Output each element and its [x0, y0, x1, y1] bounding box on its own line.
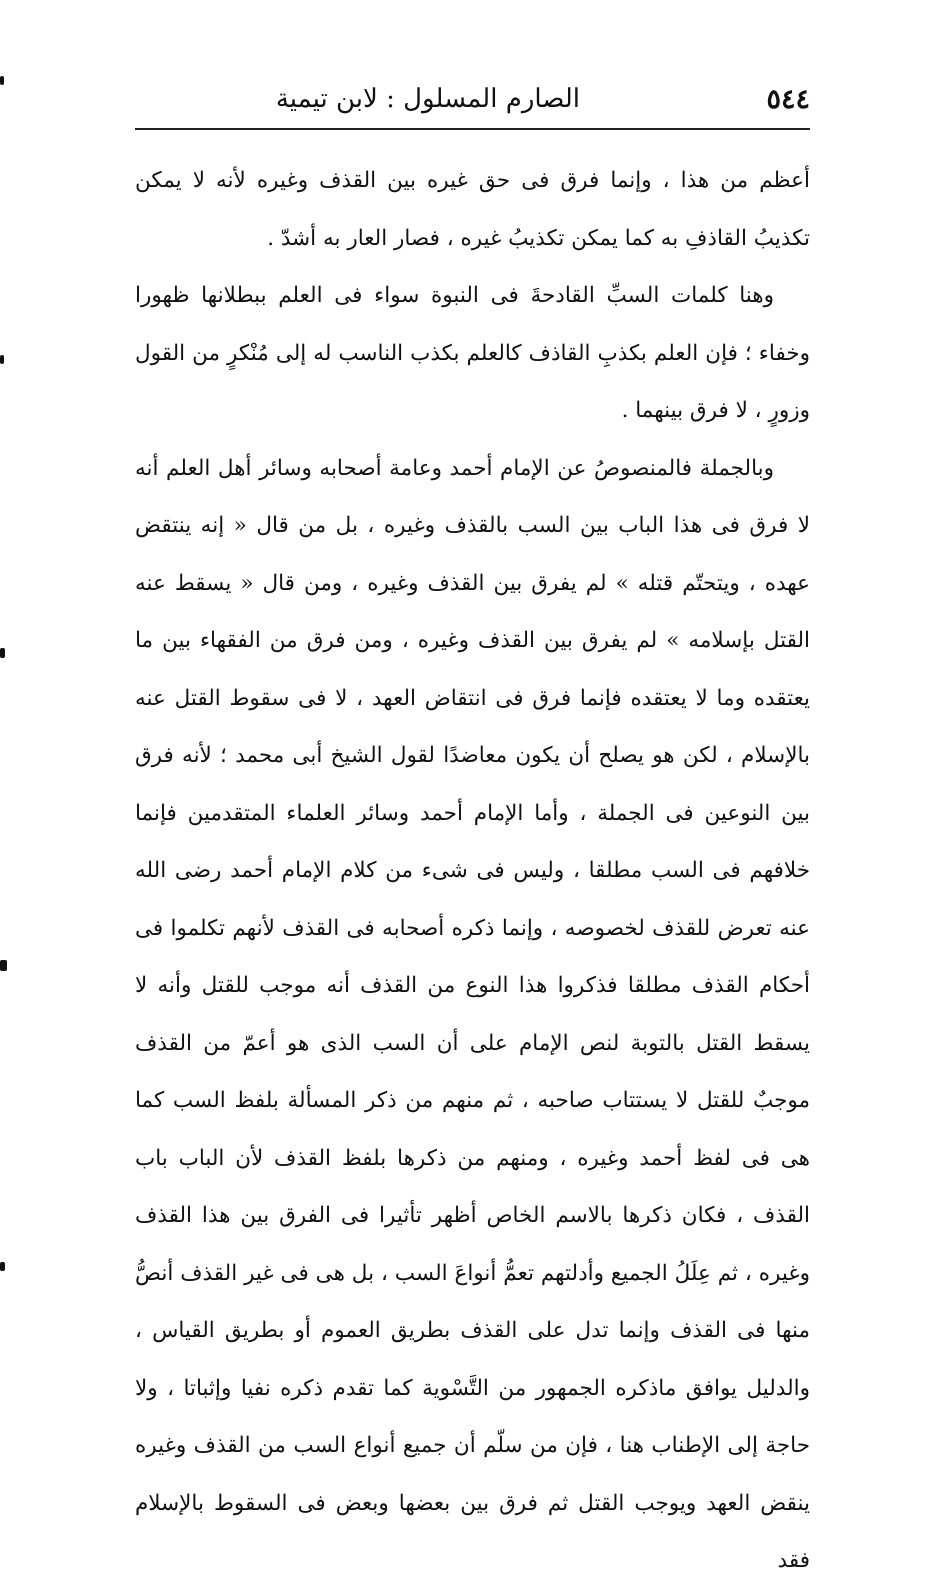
- page-header: [135, 84, 810, 124]
- paragraph: أعظم من هذا ، وإنما فرق فى حق غيره بين القذف وغيره لأنه لا يمكن تكذيبُ القاذفِ به كما يمكن تكذيبُ غيره ، فصار العار به أشدّ .: [135, 168, 810, 251]
- scan-margin-mark: [0, 1262, 5, 1271]
- header-divider: [135, 128, 810, 130]
- running-title: الصارم المسلول : لابن تيمية: [275, 84, 580, 114]
- page-number: ٥٤٤: [766, 84, 810, 115]
- scan-margin-mark: [0, 355, 4, 364]
- scan-margin-mark: [0, 76, 4, 85]
- paragraph: وهنا كلمات السبِّ القادحةَ فى النبوة سواء فى العلم ببطلانها ظهورا وخفاء ؛ فإن العلم بكذبِ القاذف كالعلم بكذب الناسب له إلى مُنْكرٍ من القول وزورٍ ، لا فرق بينهما .: [135, 283, 810, 423]
- scan-margin-mark: [0, 648, 5, 658]
- scan-margin-mark: [0, 960, 7, 971]
- paragraph: وبالجملة فالمنصوصُ عن الإمام أحمد وعامة أصحابه وسائر أهل العلم أنه لا فرق فى هذا الباب بين السب بالقذف وغيره ، بل من قال « إنه ينتقض عهده ، ويتحتّم قتله » لم يفرق بين القذف وغيره ، ومن قال « يسقط عنه القتل بإسلامه » لم يفرق بين القذف وغيره ، ومن فرق من الفقهاء بين ما يعتقده وما لا يعتقده فإنما فرق فى انتقاض العهد ، لا فى سقوط القتل عنه بالإسلام ، لكن هو يصلح أن يكون معاضدًا لقول الشيخ أبى محمد ؛ لأنه فرق بين النوعين فى الجملة ، وأما الإمام أحمد وسائر العلماء المتقدمين فإنما خلافهم فى السب مطلقا ، وليس فى شىء من كلام الإمام أحمد رضى الله عنه تعرض للقذف لخصوصه ، وإنما ذكره أصحابه فى القذف لأنهم تكلموا فى أحكام القذف مطلقا فذكروا هذا النوع من القذف أنه موجب للقتل وأنه لا يسقط القتل بالتوبة لنص الإمام على أن السب الذى هو أعمّ من القذف موجبٌ للقتل لا يستتاب صاحبه ، ثم منهم من ذكر المسألة بلفظ السب كما هى فى لفظ أحمد وغيره ، ومنهم من ذكرها بلفظ القذف لأن الباب باب القذف ، فكان ذكرها بالاسم الخاص أظهر تأثيرا فى الفرق بين هذا القذف وغيره ، ثم عِلَلُ الجميع وأدلتهم تعمُّ أنواعَ السب ، بل هى فى غير القذف أنصُّ منها فى القذف وإنما تدل على القذف بطريق العموم أو بطريق القياس ، والدليل يوافق ماذكره الجمهور من التَّسْوية كما تقدم ذكره نفيا وإثباتا ، ولا حاجة إلى الإطناب هنا ، فإن من سلّم أن جميع أنواع السب من القذف وغيره ينقض العهد ويوجب القتل ثم فرق بين بعضها وبعض فى السقوط بالإسلام فقد: [135, 455, 810, 1573]
- body-text: [135, 152, 810, 1590]
